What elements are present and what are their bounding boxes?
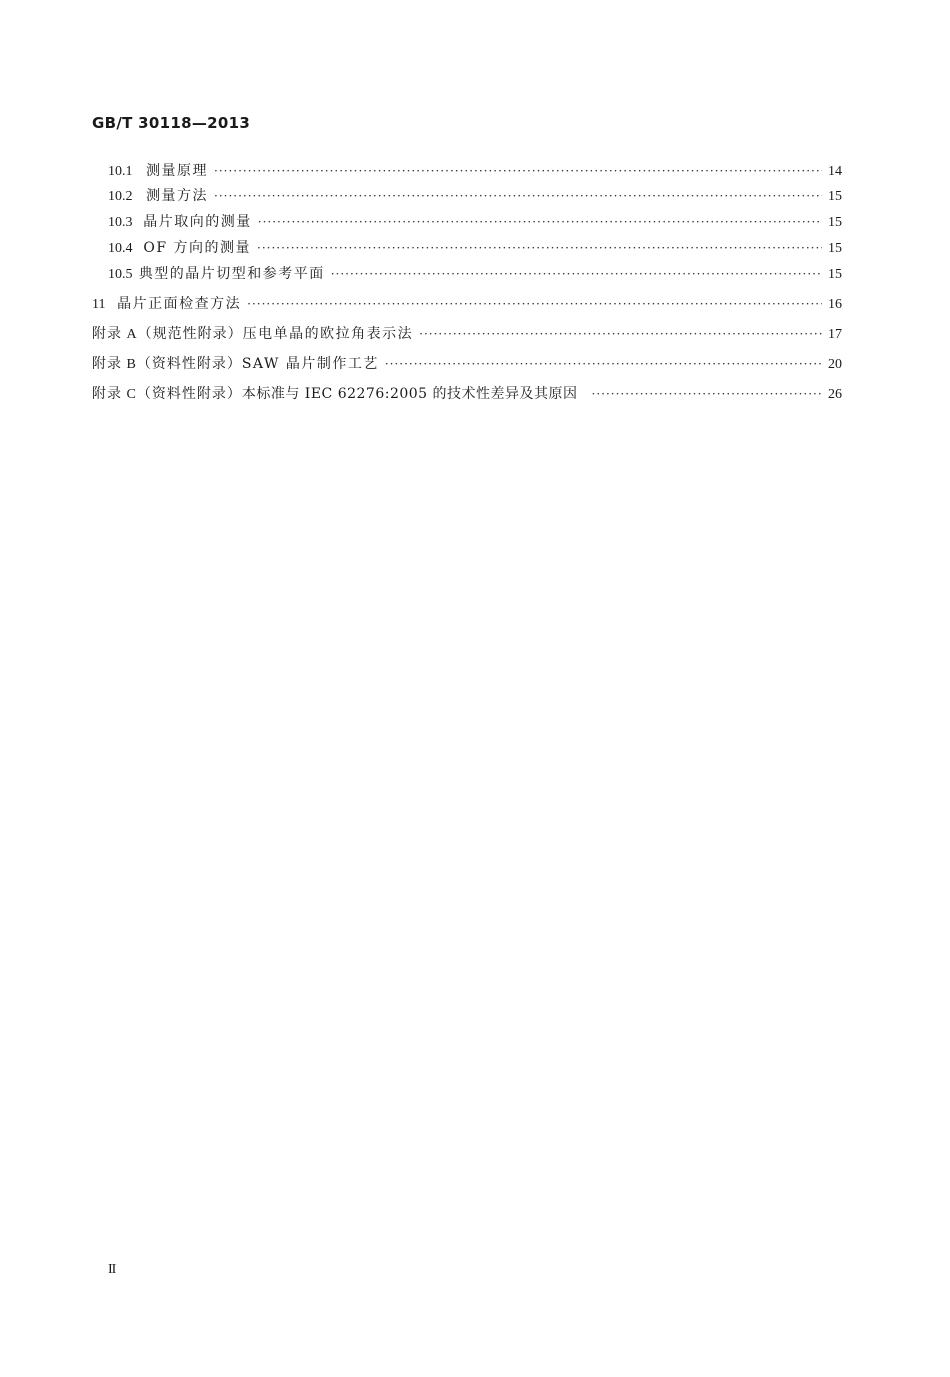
toc-entry-10-4[interactable] xyxy=(108,238,842,258)
toc-entry-number: 10.2 xyxy=(108,189,133,204)
toc-dot-leader xyxy=(331,264,822,284)
toc-entry-page: 14 xyxy=(828,164,842,179)
toc-dot-leader xyxy=(214,186,822,206)
toc-entry-title: SAW 晶片制作工艺 xyxy=(241,356,379,372)
toc-dot-leader xyxy=(257,238,822,258)
toc-entry-title: 压电单晶的欧拉角表示法 xyxy=(242,326,414,342)
toc-entry-11[interactable] xyxy=(92,294,842,314)
toc-entry-title: 测量方法 xyxy=(146,188,209,204)
toc-entry-title: 本标准与 IEC 62276:2005 的技术性差异及其原因 xyxy=(241,386,578,402)
toc-entry-page: 15 xyxy=(828,241,842,256)
toc-entry-annex-b[interactable] xyxy=(92,354,842,374)
toc-entry-number: 10.1 xyxy=(108,164,133,179)
toc-entry-number: 10.5 xyxy=(108,267,133,282)
toc-entry-page: 20 xyxy=(828,357,842,372)
toc-dot-leader xyxy=(214,161,822,181)
toc-entry-title: 典型的晶片切型和参考平面 xyxy=(138,266,325,282)
toc-entry-title: 晶片正面检查方法 xyxy=(117,296,242,312)
toc-entry-page: 16 xyxy=(828,297,842,312)
toc-entry-annex-a[interactable] xyxy=(92,324,842,344)
page-number-roman: II xyxy=(108,1262,116,1277)
toc-entry-number: 10.4 xyxy=(108,241,133,256)
toc-entry-page: 15 xyxy=(828,189,842,204)
toc-entry-page: 15 xyxy=(828,267,842,282)
toc-entry-number: 11 xyxy=(92,297,106,312)
toc-entry-number: 10.3 xyxy=(108,215,133,230)
toc-entry-number: 附录 B（资料性附录） xyxy=(92,357,242,372)
toc-dot-leader xyxy=(385,354,822,374)
toc-entry-number: 附录 A（规范性附录） xyxy=(92,327,243,342)
toc-entry-10-2[interactable] xyxy=(108,186,842,206)
toc-entry-10-5[interactable] xyxy=(108,264,842,284)
toc-entry-title: 测量原理 xyxy=(146,163,209,179)
toc-dot-leader xyxy=(247,294,822,314)
standard-code-header: GB/T 30118—2013 xyxy=(92,114,251,132)
toc-entry-annex-c[interactable] xyxy=(92,384,842,404)
toc-dot-leader xyxy=(258,212,822,232)
toc-entry-title: 晶片取向的测量 xyxy=(143,214,252,230)
toc-entry-10-1[interactable] xyxy=(108,161,842,181)
toc-dot-leader xyxy=(419,324,822,344)
toc-entry-page: 26 xyxy=(828,387,842,402)
toc-entry-number: 附录 C（资料性附录） xyxy=(92,387,242,402)
toc-dot-leader xyxy=(592,384,822,404)
toc-entry-page: 15 xyxy=(828,215,842,230)
toc-entry-title: OF 方向的测量 xyxy=(143,240,251,256)
toc-entry-page: 17 xyxy=(828,327,842,342)
toc-entry-10-3[interactable] xyxy=(108,212,842,232)
